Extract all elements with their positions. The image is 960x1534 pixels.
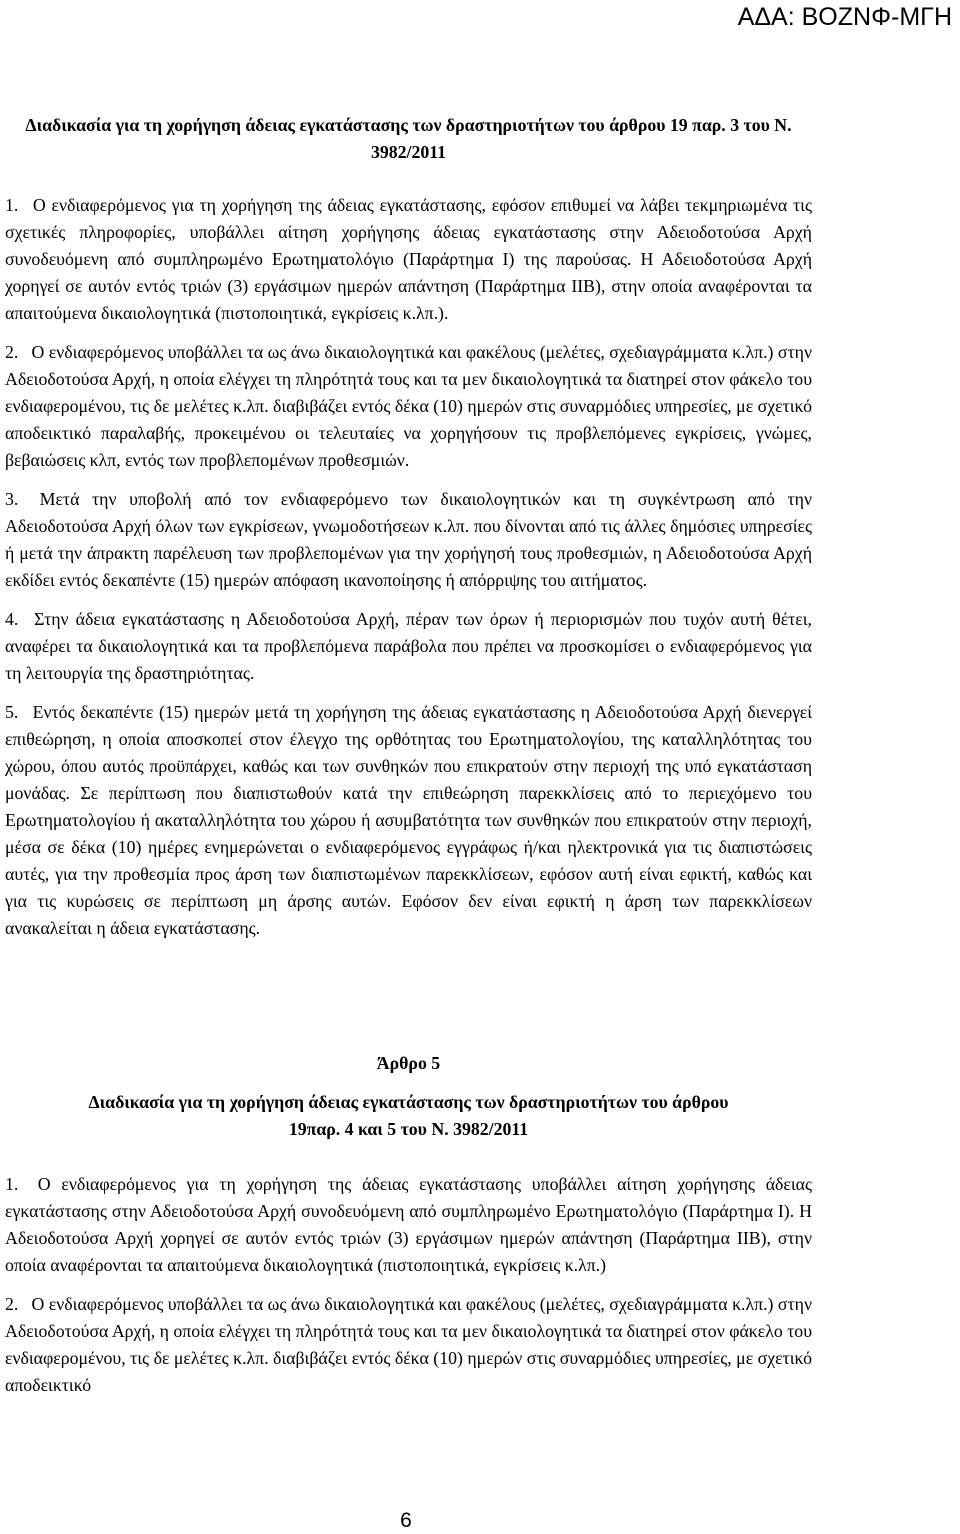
paragraph-text: Ο ενδιαφερόμενος υποβάλλει τα ως άνω δικαιολογητικά και φακέλους (μελέτες, σχεδιαγράμματα κ.λπ.) στην Αδειοδοτούσα Αρχή, η οποία ελέγχει τη πληρότητά τους και τα μεν δικαιολογητικά τα διατηρεί στον φάκελο του ενδιαφερομένου, τις δε μελέτες κ.λπ. διαβιβάζει εντός δέκα (10) ημερών στις συναρμόδιες υπηρεσίες, με σχετικό αποδεικτικό <box>5 1294 813 1395</box>
paragraph-text: Ο ενδιαφερόμενος για τη χορήγηση της άδειας εγκατάστασης, εφόσον επιθυμεί να λάβει τεκμηριωμένα τις σχετικές πληροφορίες, υποβάλλει αίτηση χορήγησης άδειας εγκατάστασης στην Αδειοδοτούσα Αρχή συνοδευόμενη από συμπληρωμένο Ερωτηματολόγιο (Παράρτημα Ι) της παρούσας. Η Αδειοδοτούσα Αρχή χορηγεί σε αυτόν εντός τριών (3) εργάσιμων ημερών απάντηση (Παράρτημα ΙΙΒ), στην οποία αναφέρονται τα απαιτούμενα δικαιολογητικά (πιστοποιητικά, εγκρίσεις κ.λπ.). <box>5 195 812 323</box>
paragraph-number: 2. <box>5 342 19 362</box>
paragraph-number: 3. <box>5 489 19 509</box>
paragraph-3 <box>5 486 812 594</box>
paragraph-number: 1. <box>5 1174 19 1194</box>
article-title: Άρθρο 5 <box>376 1053 441 1073</box>
article-paragraph-1 <box>5 1171 812 1279</box>
paragraph-2 <box>5 339 812 474</box>
article-heading-line-2: 19παρ. 4 και 5 του Ν. 3982/2011 <box>288 1119 529 1139</box>
paragraph-text: Ο ενδιαφερόμενος υποβάλλει τα ως άνω δικαιολογητικά και φακέλους (μελέτες, σχεδιαγράμματα κ.λπ.) στην Αδειοδοτούσα Αρχή, η οποία ελέγχει τη πληρότητά τους και τα μεν δικαιολογητικά τα διατηρεί στον φάκελο του ενδιαφερομένου, τις δε μελέτες κ.λπ. διαβιβάζει εντός δέκα (10) ημερών στις συναρμόδιες υπηρεσίες, με σχετικό αποδεικτικό παραλαβής, προκειμένου οι τελευταίες να χορηγήσουν τις προβλεπόμενες εγκρίσεις, γνώμες, βεβαιώσεις κλπ, εντός των προβλεπομένων προθεσμιών. <box>5 342 813 470</box>
paragraph-number: 2. <box>5 1294 19 1314</box>
paragraph-text: Ο ενδιαφερόμενος για τη χορήγηση της άδειας εγκατάστασης υποβάλλει αίτηση χορήγησης άδειας εγκατάστασης στην Αδειοδοτούσα Αρχή συνοδευόμενη από συμπληρωμένο Ερωτηματολόγιο (Παράρτημα Ι). Η Αδειοδοτούσα Αρχή χορηγεί σε αυτόν εντός τριών (3) εργάσιμων ημερών απάντηση (Παράρτημα ΙΙΒ), στην οποία αναφέρονται τα απαιτούμενα δικαιολογητικά (πιστοποιητικά, εγκρίσεις κ.λπ.) <box>5 1174 812 1275</box>
paragraph-4 <box>5 606 812 687</box>
article-heading-line-1: Διαδικασία για τη χορήγηση άδειας εγκατάστασης των δραστηριοτήτων του άρθρου <box>88 1092 729 1112</box>
paragraph-text: Μετά την υποβολή από τον ενδιαφερόμενο των δικαιολογητικών και τη συγκέντρωση από την Αδειοδοτούσα Αρχή όλων των εγκρίσεων, γνωμοδοτήσεων κ.λπ. που δίνονται από τις άλλες δημόσιες υπηρεσίες ή μετά την άπρακτη παρέλευση των προβλεπομένων για την χορήγησή τους προθεσμιών, η Αδειοδοτούσα Αρχή εκδίδει εντός δεκαπέντε (15) ημερών απόφαση ικανοποίησης ή απόρριψης του αιτήματος. <box>5 489 812 590</box>
document-body <box>5 112 812 1399</box>
paragraph-5 <box>5 699 812 942</box>
paragraph-text: Στην άδεια εγκατάστασης η Αδειοδοτούσα Αρχή, πέραν των όρων ή περιορισμών που τυχόν αυτή θέτει, αναφέρει τα δικαιολογητικά και τα προβλεπόμενα παράβολα που πρέπει να προσκομίσει ο ενδιαφερόμενος για τη λειτουργία της δραστηριότητας. <box>5 609 813 683</box>
paragraph-number: 4. <box>5 609 19 629</box>
paragraph-1 <box>5 192 812 327</box>
paragraph-text: Εντός δεκαπέντε (15) ημερών μετά τη χορήγηση της άδειας εγκατάστασης η Αδειοδοτούσα Αρχή διενεργεί επιθεώρηση, η οποία αποσκοπεί στον έλεγχο της ορθότητας του Ερωτηματολογίου, της καταλληλότητας του χώρου, όπου αυτός προϋπάρχει, καθώς και των συνθηκών που επικρατούν στην περιοχή της υπό εγκατάσταση μονάδας. Σε περίπτωση που διαπιστωθούν κατά την επιθεώρηση παρεκκλίσεις από το περιεχόμενο του Ερωτηματολογίου ή ακαταλληλότητα του χώρου ή ασυμβατότητα των συνθηκών που επικρατούν στην περιοχή, μέσα σε δέκα (10) ημέρες ενημερώνεται ο ενδιαφερόμενος εγγράφως ή/και ηλεκτρονικά για τις διαπιστώσεις αυτές, για την προθεσμία προς άρση των διαπιστωμένων παρεκκλίσεων, εφόσον αυτή είναι εφικτή, καθώς και για τις κυρώσεις σε περίπτωση μη άρσης αυτών. Εφόσον δεν είναι εφικτή η άρση των παρεκκλίσεων ανακαλείται η άδεια εγκατάστασης. <box>5 702 813 938</box>
paragraph-number: 1. <box>5 195 19 215</box>
page-number: 6 <box>400 1509 412 1532</box>
article-paragraph-2 <box>5 1291 812 1399</box>
ada-code: ΑΔΑ: ΒΟΖΝΦ-ΜΓΗ <box>737 3 952 31</box>
section-heading: Διαδικασία για τη χορήγηση άδειας εγκατάστασης των δραστηριοτήτων του άρθρου 19 παρ. 3 του Ν. 3982/2011 <box>25 115 792 162</box>
paragraph-number: 5. <box>5 702 19 722</box>
